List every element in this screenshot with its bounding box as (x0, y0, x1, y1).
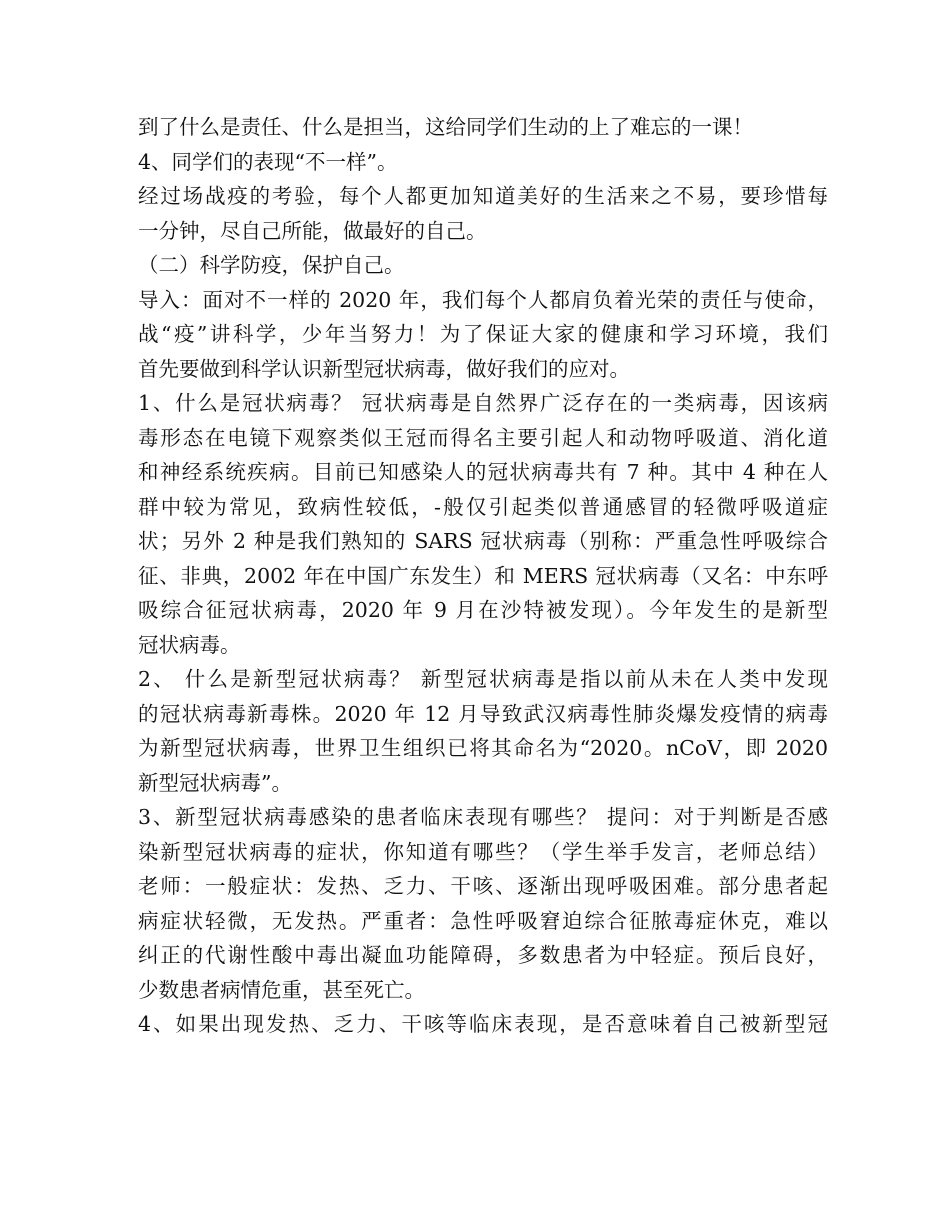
text-line: 首先要做到科学认识新型冠状病毒，做好我们的应对。 (138, 356, 630, 381)
text-line: （二）科学防疫，保护自己。 (138, 253, 405, 277)
text-line: 病症状轻微，无发热。严重者：急性呼吸窘迫综合征脓毒症休克，难以 (138, 908, 828, 933)
text-line: 导入：面对不一样的 2020 年，我们每个人都肩负着光荣的责任与使命， (138, 287, 828, 312)
text-line: 1、什么是冠状病毒？ 冠状病毒是自然界广泛存在的一类病毒，因该病 (138, 391, 828, 415)
text-line: 战“疫”讲科学，少年当努力！为了保证大家的健康和学习环境，我们 (138, 322, 828, 346)
text-line: 少数患者病情危重，甚至死亡。 (138, 977, 425, 1002)
text-line: 3、新型冠状病毒感染的患者临床表现有哪些？ 提问：对于判断是否感 (138, 805, 828, 829)
text-line: 冠状病毒。 (138, 632, 241, 657)
text-line: 老师：一般症状：发热、乏力、干咳、逐渐出现呼吸困难。部分患者起 (138, 874, 828, 898)
text-line: 新型冠状病毒”。 (138, 770, 292, 795)
text-line: 纠正的代谢性酸中毒出凝血功能障碍，多数患者为中轻症。预后良好， (138, 943, 828, 967)
text-line: 一分钟，尽自己所能，做最好的自己。 (138, 218, 487, 243)
text-line: 为新型冠状病毒，世界卫生组织已将其命名为“2020。nCoV，即 2020 (138, 736, 828, 760)
text-line: 征、非典，2002 年在中国广东发生）和 MERS 冠状病毒（又名：中东呼 (138, 563, 828, 588)
text-line: 的冠状病毒新毒株。2020 年 12 月导致武汉病毒性肺炎爆发疫情的病毒 (138, 701, 828, 726)
text-line: 群中较为常见，致病性较低，-般仅引起类似普通感冒的轻微呼吸道症 (138, 494, 828, 519)
text-line: 毒形态在电镜下观察类似王冠而得名主要引起人和动物呼吸道、消化道 (138, 425, 828, 450)
text-line: 4、如果出现发热、乏力、干咳等临床表现，是否意味着自己被新型冠 (138, 1012, 828, 1036)
text-line: 2、 什么是新型冠状病毒？ 新型冠状病毒是指以前从未在人类中发现 (138, 667, 828, 691)
text-line: 染新型冠状病毒的症状，你知道有哪些？（学生举手发言，老师总结） (138, 839, 828, 864)
text-line: 吸综合征冠状病毒，2020 年 9 月在沙特被发现）。今年发生的是新型 (138, 598, 828, 622)
text-line: 状；另外 2 种是我们熟知的 SARS 冠状病毒（别称：严重急性呼吸综合 (138, 529, 828, 553)
text-line: 4、同学们的表现“不一样”。 (138, 149, 398, 174)
text-line: 到了什么是责任、什么是担当，这给同学们生动的上了难忘的一课！ (138, 115, 753, 139)
text-line: 和神经系统疾病。目前已知感染人的冠状病毒共有 7 种。其中 4 种在人 (138, 460, 828, 484)
document-body (138, 110, 828, 1042)
text-line: 经过场战疫的考验，每个人都更加知道美好的生活来之不易，要珍惜每 (138, 184, 828, 208)
